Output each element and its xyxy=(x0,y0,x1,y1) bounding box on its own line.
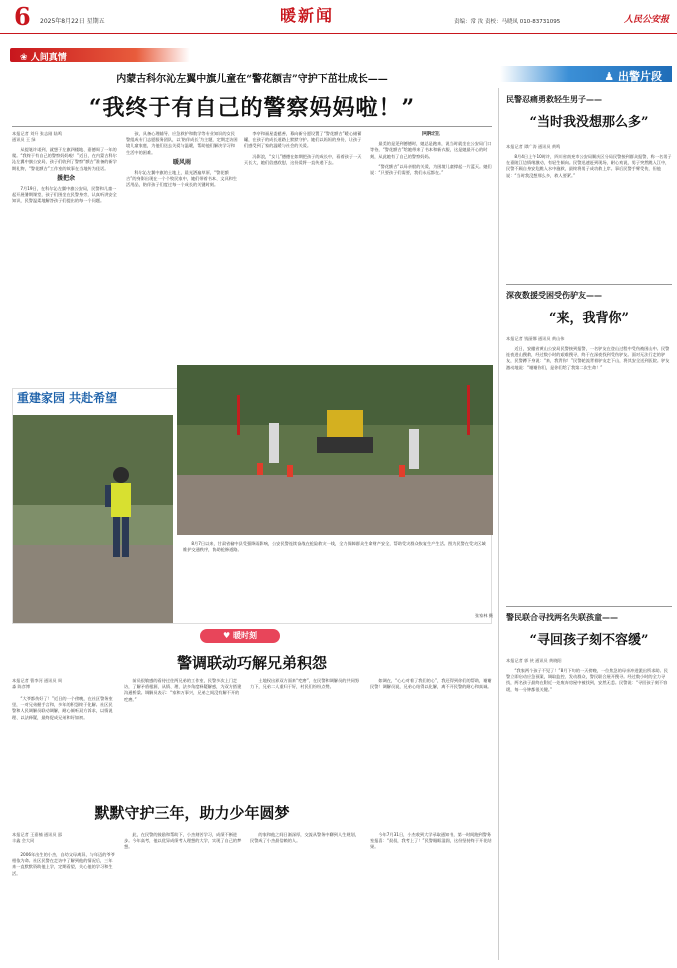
story1-column-2 xyxy=(126,131,238,379)
story2-column-3 xyxy=(250,678,362,790)
right1-kicker: 民警忍痛勇救轻生男子—— xyxy=(506,95,602,104)
paragraph: “我家两个孩子不见了！”8月下旬的一天傍晚，一位焦急的母亲冲进派出所求助。民警立即启动应急预案，调取监控、发动群众，警民联合展开搜寻。经过数小时的全力寻找，两名孩子最终在附近一处废弃房屋中被找到，安然无恙。民警说：“寻回孩子刻不容缓，每一分钟都很关键。” xyxy=(506,668,668,692)
right2-body xyxy=(506,346,672,596)
right1-body xyxy=(506,154,672,282)
heart-icon: ♥ xyxy=(223,631,233,640)
subheading: 向阳生 xyxy=(421,131,440,137)
story3-byline: 本报记者 王嘉楠 通讯员 邵丰鑫 会大同 xyxy=(12,832,63,843)
paragraph: 孩，具备心理辅导、应急救护和数学等专业知识的女民警组成专门志愿服务团队，以‘陪伴成长’为主题，定期走访困境儿童家庭，为他们送去关爱与温暖，帮助他们解决学习和生活中的困难。 xyxy=(126,131,238,155)
story3-column-4 xyxy=(370,832,492,960)
story1-column-3 xyxy=(244,131,364,379)
story1-byline: 本报记者 刘升 张志刚 陆鸣 通讯员 王 绿 xyxy=(12,131,63,142)
story1-headline: “我终于有自己的警察妈妈啦！” xyxy=(88,95,416,121)
photo-police-officer xyxy=(13,415,173,623)
column-banner-right xyxy=(500,66,672,82)
paragraph: 从提笔许诺到，就想于左旗四楼地、嘉德周了一年的爬。“我终于有自己的警察妈妈啦！”近日，在内蒙古科尔沁左翼中旗公安局，孩子们收到了警察“额吉”准备的新学期礼物，“警花额吉”工作室的故事在当地传为佳话。 xyxy=(12,147,117,171)
issue-date: 2025年8月22日 星期五 xyxy=(40,18,105,25)
paragraph: 前员很敏感的看待过往两兄弟的工作室，民警多次上门走访，了解矛盾根源，从情、理、法多角度释疑解惑，为双方搭建沟通桥梁。调解员表示：“家和万事兴，兄弟之间没有解不开的疙瘩。” xyxy=(124,678,242,702)
paragraph: 的家和他之间日渐深厚，交流从警务中聊到人生规划，民警成了小杰最信赖的人。 xyxy=(250,832,359,844)
right3-kicker: 警民联合寻找两名失联孩童—— xyxy=(506,613,618,622)
paragraph: 7月19日，在科尔沁左翼中旗公安局，民警和儿童一起开展暑期课堂，孩子们围坐在民警身旁，认真听讲安全知识，民警温柔地解答孩子们提出的每一个问题。 xyxy=(12,186,117,204)
paragraph: 土地权出界双方面来“疙瘩”，在民警和调解员的共同努力下，兄弟二人重归于好，村民们纷纷点赞。 xyxy=(250,678,360,690)
paragraph: 科尔沁左翼中旗的土地上，晨光洒遍草原，“警花额吉”的身影出现在一个个牧民家中，她们带着书本、文具和生活用品，陪伴孩子们度过每一个成长的关键时刻。 xyxy=(126,170,238,188)
paragraph: 8月4日上午10时许，四川省南充市公安局顺庆区分局民警接到群众报警，称一名男子在嘉陵江边情绪激动，有轻生倾向。民警迅速赶到现场，耐心劝说，男子突然跳入江中，民警不顾自身安危跳入水中施救，最终将男子成功救上岸。事后民警手臂受伤，但他说：“当时我没想那么多，救人要紧。” xyxy=(506,154,672,178)
paragraph: “警花额吉”以母亲般的关爱，为困境儿童撑起一片蓝天。她们说：“只要孩子们需要，我们永远都在。” xyxy=(370,163,492,176)
paragraph: 2006年出生的小杰，自幼父母离异，与年迈的爷爷相依为命。社区民警在走访中了解到他的情况后，三年来一直默默资助他上学，定期看望，关心他的学习和生活。 xyxy=(12,852,115,876)
paragraph: 如调在，“心心对着了我们的心”，我还得到你们的帮助，谢谢民警！调解员说，兄弟心结得以化解，离不开民警的耐心和真诚。 xyxy=(370,678,492,690)
right2-headline: “来，我背你” xyxy=(549,311,629,326)
newspaper-logo: 人民公安报 xyxy=(624,15,670,25)
paragraph: “大爷都伤好了！”近日的一个傍晚，在社区警务室里，一对兄弟握手言和，多年的积怨终于化解。社区民警和人民调解员联动调解，耐心倾听双方诉求，以情说理、以法释疑，最终促成兄弟和好如初。 xyxy=(12,696,113,720)
story2-column-4 xyxy=(370,678,492,790)
paragraph: 此，在民警的鼓励和帮助下，小杰刻苦学习，成绩不断进步。今年高考，他以优异成绩考入理想的大学，实现了自己的梦想。 xyxy=(124,832,242,850)
column-banner-mid xyxy=(200,629,280,643)
editor-credits: 责编：常 汝 责校：马晓凤 010-83731095 xyxy=(454,19,561,25)
photo-section xyxy=(12,388,492,624)
subheading: 暖风雨 xyxy=(172,158,191,166)
story3-column-3 xyxy=(250,832,362,960)
paragraph: 李亭和福星委慈善，募向新分愿设置了“警花额吉”暖心储蓄罐，在孩子的成长道路上默默守护。她们以妈妈的身份，让孩子们感受到了家的温暖与社会的关爱。 xyxy=(244,131,362,149)
right1-headline: “当时我没想那么多” xyxy=(529,115,649,130)
right-story1 xyxy=(506,94,672,282)
divider xyxy=(12,126,492,127)
right3-body xyxy=(506,668,672,948)
divider xyxy=(506,606,672,607)
rescue-photo-illustration xyxy=(177,365,493,535)
right3-headline: “寻回孩子刻不容缓” xyxy=(529,633,649,648)
story1-column-4 xyxy=(370,131,492,379)
right1-byline: 本报记者 谭广涛 通讯员 黄鸣 xyxy=(506,144,561,149)
story1-column-1 xyxy=(12,147,120,379)
paragraph: 今年7月31日，小杰收到大学录取通知书，第一时间跑到警务室报喜：“叔叔，我考上了！”民警眼眶湿润，这份坚持终于开花结果。 xyxy=(370,832,492,850)
right2-kicker: 深夜数援受困受伤驴友—— xyxy=(506,291,602,300)
banner-label: 出警片段 xyxy=(618,70,662,83)
paragraph: 最美的是见到德德时，她总是跑来，说当时就坐在公安局门口等待，“警花额吉”给她带来了书本和新衣服，这是她最开心的时刻，从此她有了自己的警察妈妈。 xyxy=(370,141,492,159)
story1-block xyxy=(12,70,492,122)
subheading: 援把余 xyxy=(56,174,75,182)
paragraph: 近日，安徽省黄山公安局民警接到报警，一名驴友在登山过程中受伤被困山中。民警连夜进山搜救，经过数小时的艰难搜寻，终于在深夜找到受伤驴友。面对无法行走的驴友，民警蹲下身说：“来，我背你！”民警轮流背着驴友走下山，将其安全送到医院。驴友激动地说：“谢谢你们，是你们给了我第二次生命！” xyxy=(506,346,670,370)
divider xyxy=(506,284,672,285)
page-number: 6 xyxy=(14,2,31,31)
photo-caption xyxy=(183,541,487,577)
story2-byline: 本报记者 曹李河 通讯员 周 淼 陈彦博 xyxy=(12,678,63,689)
banner-label: 暖时刻 xyxy=(232,631,257,640)
paragraph: 冯影浪，“女儿”德德在如期把孩子的成长中，看着孩子一天天长大，她们倍感欣慰，这份爱将一直传递下去。 xyxy=(244,153,362,165)
story3-column-2 xyxy=(124,832,242,960)
right3-byline: 本报记者 郭 侠 通讯员 黄晓阳 xyxy=(506,658,562,663)
photo-credit: 张家林 摄 xyxy=(474,613,493,618)
police-figure-icon: ♟ xyxy=(604,70,618,83)
page-header xyxy=(0,0,677,34)
banner-label: 人间真情 xyxy=(30,53,67,63)
caption-text: 8月7日以来，甘肃省榆中县受强降雨影响，公安民警连续奋战在抢险救灾一线，全力保障群众生命财产安全，帮助受灾群众恢复生产生活。图为民警在受灾区域维护交通秩序，协助抢修道路。 xyxy=(183,541,486,553)
story2-column-2 xyxy=(124,678,242,790)
section-title: 暖新闻 xyxy=(280,6,335,25)
officer-photo-illustration xyxy=(13,415,173,623)
right2-byline: 本报记者 钱丽娜 通讯员 黄山伟 xyxy=(506,336,565,341)
photo-rescue-scene xyxy=(177,365,493,535)
right-story3 xyxy=(506,612,672,948)
story1-kicker: 内蒙古科尔沁左翼中旗儿童在“警花额吉”守护下茁壮成长—— xyxy=(116,74,388,85)
story3-column-1 xyxy=(12,852,116,960)
banner-icon: ❀ xyxy=(20,53,31,63)
story2-column-1 xyxy=(12,696,116,790)
story3-headline: 默默守护三年，助力少年圆梦 xyxy=(94,804,290,822)
story2-headline: 警调联动巧解兄弟积怨 xyxy=(176,654,327,672)
right-story2 xyxy=(506,290,672,596)
photo-section-title: 重建家园 共赴希望 xyxy=(17,391,118,405)
column-divider xyxy=(498,88,499,960)
column-banner-left xyxy=(10,48,190,62)
